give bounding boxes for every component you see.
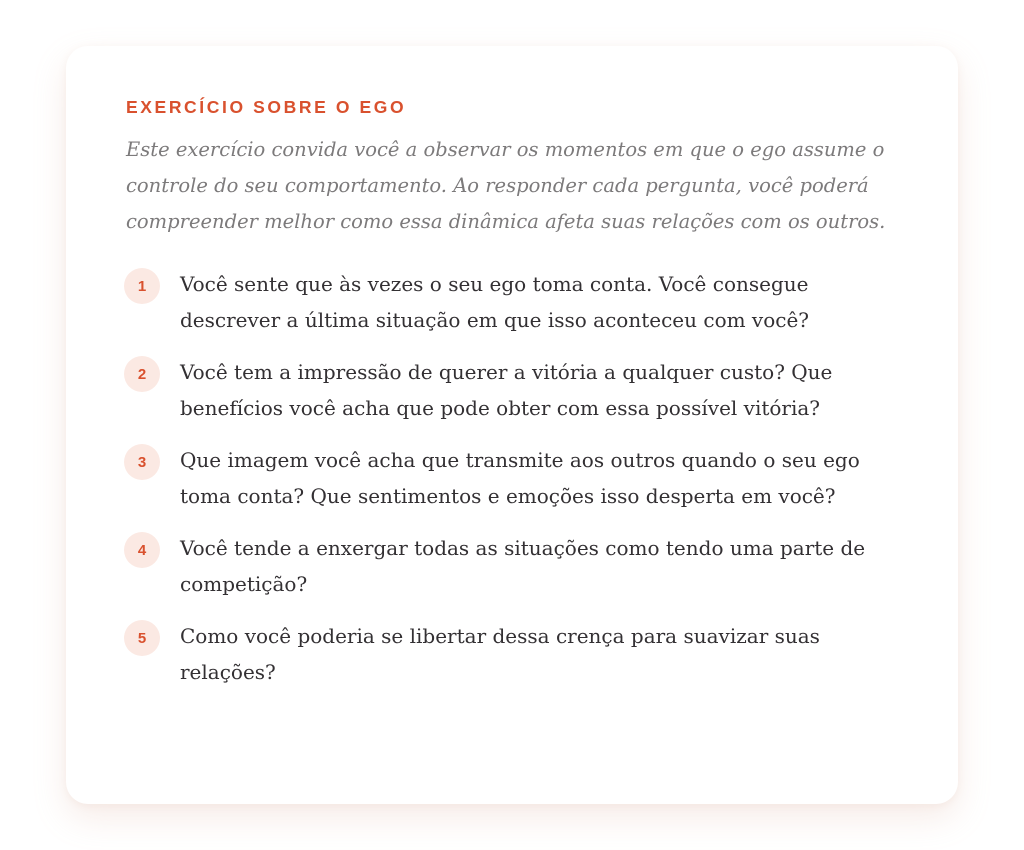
question-number-badge: 4: [124, 532, 160, 568]
question-item-1: [126, 268, 898, 338]
question-number-badge: 5: [124, 620, 160, 656]
question-number-badge: 3: [124, 444, 160, 480]
question-item-2: [126, 356, 898, 426]
question-text: Que imagem você acha que transmite aos outros quando o seu ego toma conta? Que sentimentos e emoções isso desperta em você?: [180, 448, 860, 508]
question-list: [126, 268, 898, 690]
question-text: Você tem a impressão de querer a vitória a qualquer custo? Que benefícios você acha que pode obter com essa possível vitória?: [180, 360, 833, 420]
question-text: Você sente que às vezes o seu ego toma conta. Você consegue descrever a última situação em que isso aconteceu com você?: [180, 272, 810, 332]
exercise-intro: Este exercício convida você a observar os momentos em que o ego assume o controle do seu comportamento. Ao responder cada pergunta, você poderá compreender melhor como essa dinâmica afeta suas relações com os outros.: [126, 138, 886, 233]
question-number-badge: 1: [124, 268, 160, 304]
exercise-card: [66, 46, 958, 804]
question-item-5: [126, 620, 898, 690]
question-text: Você tende a enxergar todas as situações como tendo uma parte de competição?: [180, 536, 866, 596]
question-item-4: [126, 532, 898, 602]
question-text: Como você poderia se libertar dessa crença para suavizar suas relações?: [180, 624, 820, 684]
question-item-3: [126, 444, 898, 514]
question-number-badge: 2: [124, 356, 160, 392]
exercise-heading: EXERCÍCIO SOBRE O EGO: [126, 97, 407, 117]
